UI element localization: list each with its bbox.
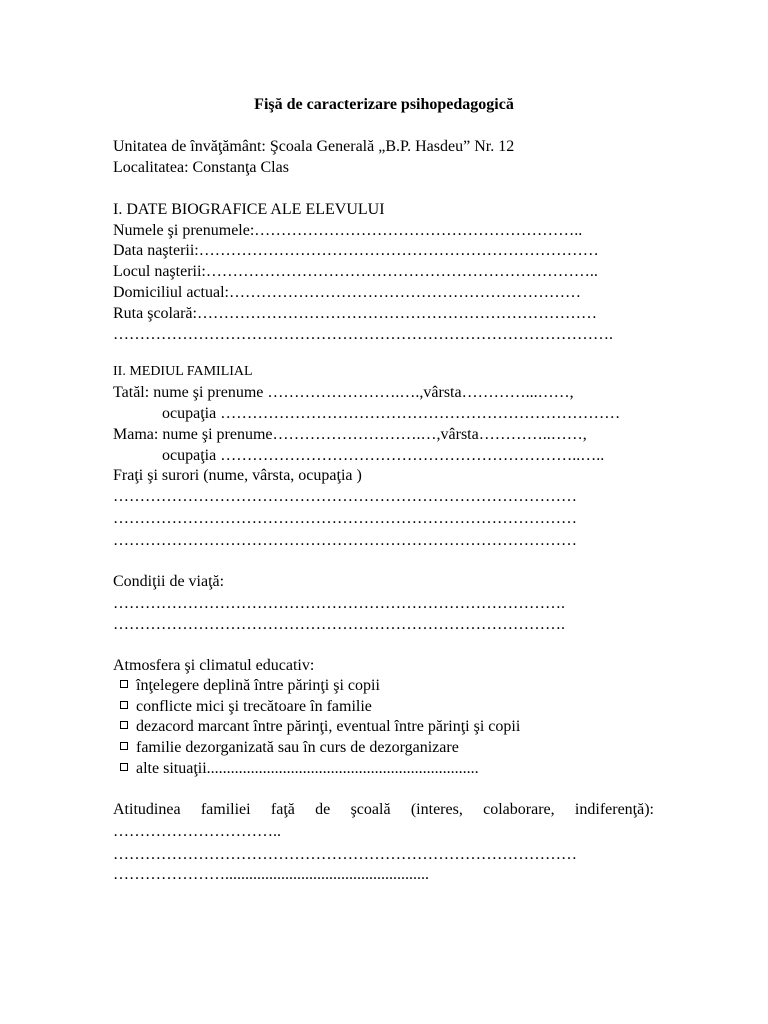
blank-line: ……………………………………………………………………………: [113, 510, 577, 527]
address-field: Domiciliul actual:…………………………………………………………: [113, 284, 581, 301]
option-label: dezacord marcant între părinţi, eventual între părinţi şi copii: [136, 718, 521, 735]
option-item: [120, 676, 380, 696]
father-field: Tatăl: nume şi prenume …………………….….,vârsta…………...……,: [113, 384, 574, 401]
checkbox-square-icon: [120, 680, 128, 688]
option-label: înţelegere deplină între părinţi şi copii: [136, 677, 380, 694]
locality-line: Localitatea: Constanţa Clas: [113, 159, 289, 176]
document-title: Fişă de caracterizare psihopedagogică: [254, 96, 514, 113]
mother-field: Mama: nume şi prenume……………………….…,vârsta…………..……,: [113, 426, 587, 443]
blank-line: ……………………………………………………………………………: [113, 532, 577, 549]
blank-line: ………………………………………………………………………………….: [113, 326, 613, 343]
checkbox-square-icon: [120, 763, 128, 771]
birth-place-field: Locul naşterii:………………………………………………………………..: [113, 263, 598, 280]
section-2-heading: II. MEDIUL FAMILIAL: [113, 364, 253, 379]
attitude-label: Atitudinea familiei faţă de şcoală (interes, colaborare, indiferenţă):: [113, 801, 654, 818]
option-item: [120, 759, 479, 779]
living-conditions-label: Condiţii de viaţă:: [113, 573, 225, 590]
atmosphere-label: Atmosfera şi climatul educativ:: [113, 657, 315, 674]
option-label: conflicte mici şi trecătoare în familie: [136, 698, 372, 715]
blank-line: …………………………..: [113, 823, 281, 840]
blank-line: …………………...................................................: [113, 866, 429, 883]
blank-line: ……………………………………………………………………………: [113, 488, 577, 505]
school-route-field: Ruta şcolară:…………………………………………………………………: [113, 305, 597, 322]
option-item: [120, 738, 459, 758]
checkbox-square-icon: [120, 721, 128, 729]
mother-job-field: ocupaţia …………………………………………………………..…..: [162, 447, 605, 464]
option-item: [120, 717, 520, 737]
option-label: alte situaţii....................................................................: [136, 760, 479, 777]
option-item: [120, 697, 372, 717]
father-job-field: ocupaţia …………………………………………………………………: [162, 405, 621, 422]
birth-date-field: Data naşterii:…………………………………………………………………: [113, 242, 599, 259]
checkbox-square-icon: [120, 701, 128, 709]
blank-line: ………………………………………………………………………….: [113, 595, 565, 612]
school-line: Unitatea de învăţământ: Şcoala Generală „B.P. Hasdeu” Nr. 12: [113, 138, 515, 155]
checkbox-square-icon: [120, 742, 128, 750]
blank-line: ………………………………………………………………………….: [113, 616, 565, 633]
name-field: Numele şi prenumele:……………………………………………………..: [113, 222, 583, 239]
siblings-label: Fraţi şi surori (nume, vârsta, ocupaţia ): [113, 467, 362, 484]
blank-line: ……………………………………………………………………………: [113, 846, 577, 863]
option-label: familie dezorganizată sau în curs de dezorganizare: [136, 739, 459, 756]
section-1-heading: I. DATE BIOGRAFICE ALE ELEVULUI: [113, 201, 385, 218]
